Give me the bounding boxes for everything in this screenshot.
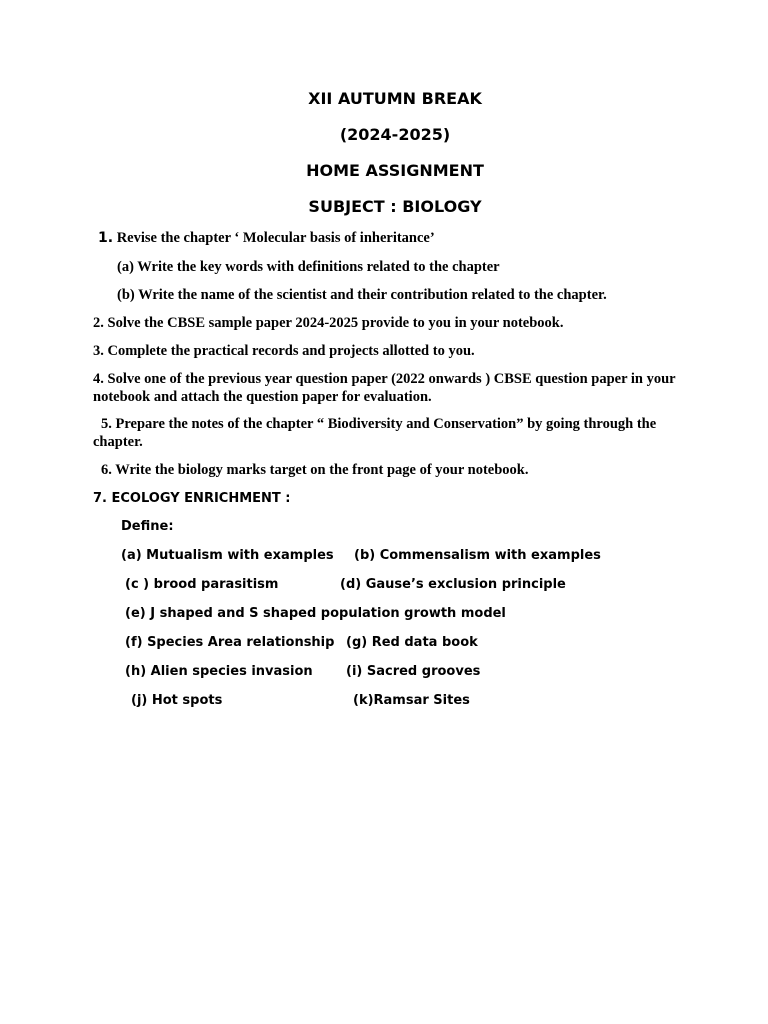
question-1-number: 1. <box>98 230 114 246</box>
question-1 <box>98 229 435 247</box>
term-k: (k)Ramsar Sites <box>353 693 470 708</box>
question-6: 6. Write the biology marks target on the front page of your notebook. <box>101 462 529 478</box>
question-2: 2. Solve the CBSE sample paper 2024-2025 provide to you in your notebook. <box>93 315 564 331</box>
term-d: (d) Gause’s exclusion principle <box>340 577 566 592</box>
academic-year: (2024-2025) <box>339 125 451 144</box>
subject-heading: SUBJECT : BIOLOGY <box>308 197 482 216</box>
term-a: (a) Mutualism with examples <box>121 548 334 563</box>
question-7: 7. ECOLOGY ENRICHMENT : <box>93 491 291 506</box>
term-b: (b) Commensalism with examples <box>354 548 601 563</box>
term-f: (f) Species Area relationship <box>125 635 335 650</box>
term-j: (j) Hot spots <box>131 693 223 708</box>
term-i: (i) Sacred grooves <box>346 664 481 679</box>
document-title: XII AUTUMN BREAK <box>308 89 482 108</box>
term-e: (e) J shaped and S shaped population growth model <box>125 606 506 621</box>
question-1-text: Revise the chapter ‘ Molecular basis of inheritance’ <box>116 230 435 246</box>
question-1b: (b) Write the name of the scientist and their contribution related to the chapter. <box>117 287 607 303</box>
question-3: 3. Complete the practical records and projects allotted to you. <box>93 343 475 359</box>
assignment-heading: HOME ASSIGNMENT <box>306 161 484 180</box>
term-h: (h) Alien species invasion <box>125 664 313 679</box>
question-5: 5. Prepare the notes of the chapter “ Biodiversity and Conservation” by going through the chapter. <box>93 416 657 450</box>
term-g: (g) Red data book <box>346 635 478 650</box>
term-c: (c ) brood parasitism <box>125 577 279 592</box>
question-1a: (a) Write the key words with definitions related to the chapter <box>117 259 500 275</box>
define-label: Define: <box>121 519 174 534</box>
question-4: 4. Solve one of the previous year question paper (2022 onwards ) CBSE question paper in your notebook and attach the question paper for evaluation. <box>93 371 676 405</box>
